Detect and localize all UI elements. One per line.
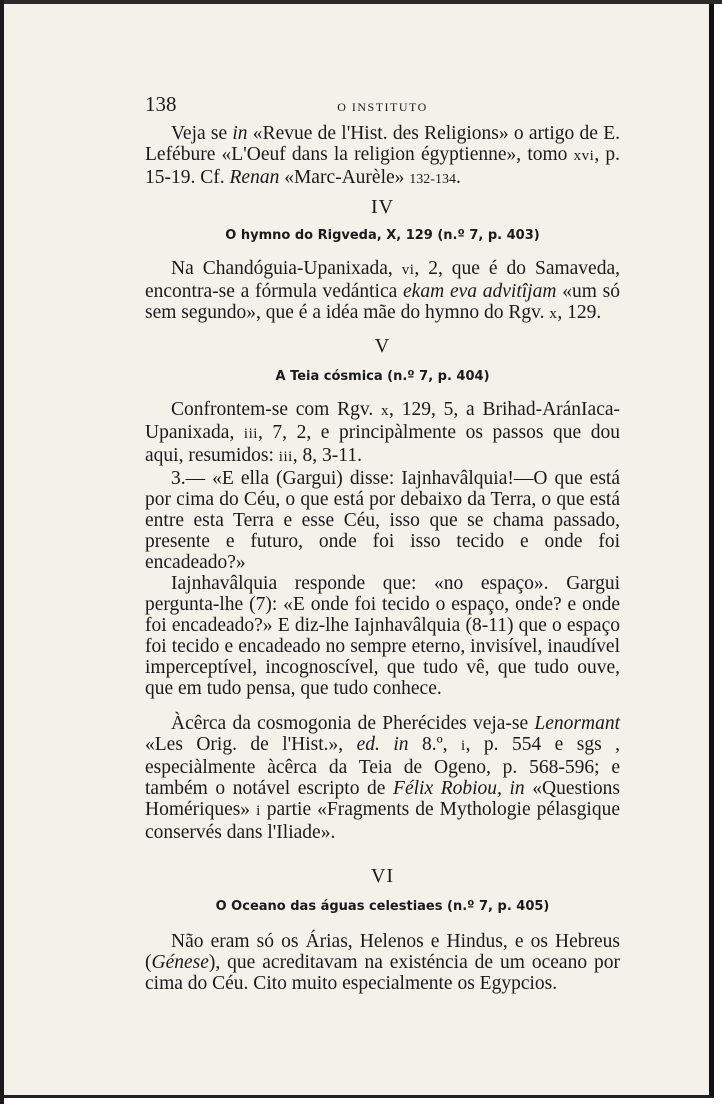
book-page bbox=[4, 4, 714, 1098]
section-v-paragraph-4: Àcêrca da cosmogonia de Pherécides veja-se Lenormant «Les Orig. de l'Hist.», ed. in 8.º, i, p. 554 e sgs , especiàlmente àcêrca da Teia de Ogeno, p. 568-596; e também o notável escripto de Félix Robiou, in «Questions Homériques» i partie «Fragments de Mythologie pélasgique conservés dans l'Iliade». bbox=[145, 713, 620, 843]
section-v-paragraph-1: Confrontem-se com Rgv. x, 129, 5, a Brihad-AránIaca-Upanixada, iii, 7, 2, e principàlmente os passos que dou aqui, resumidos: iii, 8, 3-11. bbox=[145, 399, 620, 466]
section-v-paragraph-2: 3.— «E ella (Gargui) disse: Iajnhavâlquia!—O que está por cima do Céu, o que está por debaixo da Terra, o que está entre esta Terra e esse Céu, isso que se chama passado, presente e futuro, onde foi isso tecido e onde foi encadeado?» bbox=[145, 468, 620, 573]
page-number: 138 bbox=[145, 92, 177, 116]
section-iv-paragraph: Na Chandóguia-Upanixada, vi, 2, que é do Samaveda, encontra-se a fórmula vedántica ekam eva advitîjam «um só sem segundo», que é a idéa mãe do hymno do Rgv. x, 129. bbox=[145, 258, 620, 323]
section-title-vi: O Oceano das águas celestiaes (n.º 7, p. 405) bbox=[215, 899, 550, 914]
section-numeral-vi: VI bbox=[370, 865, 395, 887]
page-header bbox=[145, 90, 620, 120]
section-numeral-iv: IV bbox=[370, 196, 395, 218]
section-numeral-v: V bbox=[374, 335, 391, 357]
section-vi-paragraph: Não eram só os Árias, Helenos e Hindus, e os Hebreus (Génese), que acreditavam na existéncia de um oceano por cima do Céu. Cito muito especialmente os Egypcios. bbox=[145, 931, 620, 994]
section-title-iv: O hymno do Rigveda, X, 129 (n.º 7, p. 403) bbox=[225, 228, 540, 243]
running-title: O INSTITUTO bbox=[337, 100, 428, 114]
section-v-paragraph-3: Iajnhavâlquia responde que: «no espaço». Gargui pergunta-lhe (7): «E onde foi tecido o espaço, onde? e onde foi encadeado?» E diz-lhe Iajnhavâlquia (8-11) que o espaço foi tecido e encadeado no sempre eterno, invisível, inaudível imperceptível, incognoscível, que tudo vê, que tudo ouve, que em tudo pensa, que tudo conhece. bbox=[145, 573, 620, 699]
section-title-v: A Teia cósmica (n.º 7, p. 404) bbox=[275, 369, 490, 384]
intro-paragraph: Veja se in «Revue de l'Hist. des Religions» o artigo de E. Lefébure «L'Oeuf dans la religion égyptienne», tomo xvi, p. 15-19. Cf. Renan «Marc-Aurèle» 132-134. bbox=[145, 123, 621, 188]
page-content bbox=[145, 90, 620, 994]
